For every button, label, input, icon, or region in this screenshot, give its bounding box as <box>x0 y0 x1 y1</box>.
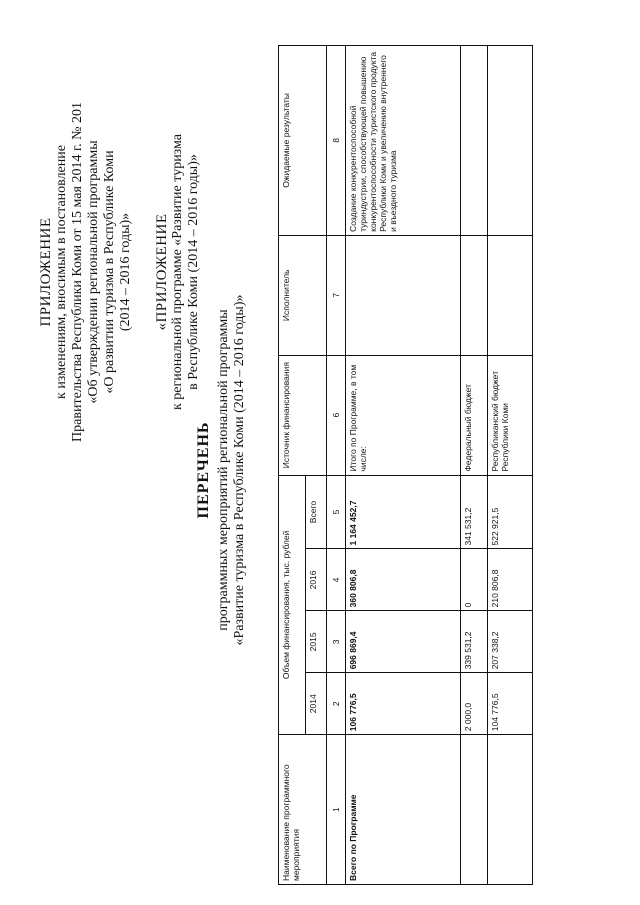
header-year-2015: 2015 <box>306 611 327 673</box>
cell-2015: 207 338,2 <box>488 611 533 673</box>
appendix-line: «О развитии туризма в Республике Коми <box>102 150 117 394</box>
header-volume: Объем финансирования, тыс. рублей <box>279 475 306 735</box>
column-number: 6 <box>327 355 346 475</box>
header-total: Всего <box>306 475 327 549</box>
cell-total: 341 531,2 <box>461 475 488 549</box>
cell-executor <box>346 235 461 355</box>
cell-executor <box>461 235 488 355</box>
cell-results: Создание конкурентоспособной туриндустрии, способствующей повышению конкурентоспособности туристского продукта Республики Коми и увеличению внутреннего и въездного туризма <box>346 46 461 236</box>
cell-2014: 106 776,5 <box>346 673 461 735</box>
header-name: Наименование программного мероприятия <box>279 735 327 885</box>
cell-total: 1 164 452,7 <box>346 475 461 549</box>
cell-executor <box>488 235 533 355</box>
header-year-2016: 2016 <box>306 549 327 611</box>
header-year-2014: 2014 <box>306 673 327 735</box>
table-row <box>346 46 461 885</box>
appendix-line: «Об утверждении региональной программы <box>86 140 101 404</box>
column-number: 7 <box>327 235 346 355</box>
column-number: 4 <box>327 549 346 611</box>
cell-name: Всего по Программе <box>346 735 461 885</box>
cell-2016: 360 806,8 <box>346 549 461 611</box>
column-number: 2 <box>327 673 346 735</box>
title-line: программных мероприятий региональной программы <box>216 309 231 631</box>
cell-results <box>461 46 488 236</box>
cell-2014: 104 776,5 <box>488 673 533 735</box>
cell-name <box>461 735 488 885</box>
cell-2016: 0 <box>461 549 488 611</box>
cell-2015: 696 869,4 <box>346 611 461 673</box>
header-source: Источник финансирования <box>279 355 327 475</box>
title-main: ПЕРЕЧЕНЬ <box>195 421 212 519</box>
appendix-line-2: к региональной программе «Развитие туризма <box>170 134 185 411</box>
header-results: Ожидаемые результаты <box>279 46 327 236</box>
cell-source: Федеральный бюджет <box>461 355 488 475</box>
cell-source: Республиканский бюджет Республики Коми <box>488 355 533 475</box>
column-number: 3 <box>327 611 346 673</box>
appendix-label: ПРИЛОЖЕНИЕ <box>38 217 54 327</box>
column-number: 1 <box>327 735 346 885</box>
column-number-row <box>327 46 346 885</box>
cell-name <box>488 735 533 885</box>
title-line: «Развитие туризма в Республике Коми (2014 – 2016 годы)» <box>232 294 247 646</box>
cell-total: 522 921,5 <box>488 475 533 549</box>
document-title <box>196 35 248 905</box>
appendix-label-2: «ПРИЛОЖЕНИЕ <box>154 213 170 331</box>
cell-2016: 210 806,8 <box>488 549 533 611</box>
column-number: 5 <box>327 475 346 549</box>
program-table <box>278 45 533 885</box>
cell-2014: 2 000,0 <box>461 673 488 735</box>
cell-source: Итого по Программе, в том числе: <box>346 355 461 475</box>
rotated-document <box>20 35 620 905</box>
table-row <box>461 46 488 885</box>
appendix-line: Правительства Республики Коми от 15 мая 2014 г. № 201 <box>70 102 85 442</box>
appendix-line: (2014 – 2016 годы)» <box>118 212 133 332</box>
table-row <box>488 46 533 885</box>
column-number: 8 <box>327 46 346 236</box>
header-executor: Исполнитель <box>279 235 327 355</box>
appendix-header <box>38 57 202 487</box>
appendix-line-2: в Республике Коми (2014 – 2016 годы)» <box>186 154 201 390</box>
cell-results <box>488 46 533 236</box>
cell-2015: 339 531,2 <box>461 611 488 673</box>
appendix-line: к изменениям, вносимым в постановление <box>54 145 69 399</box>
